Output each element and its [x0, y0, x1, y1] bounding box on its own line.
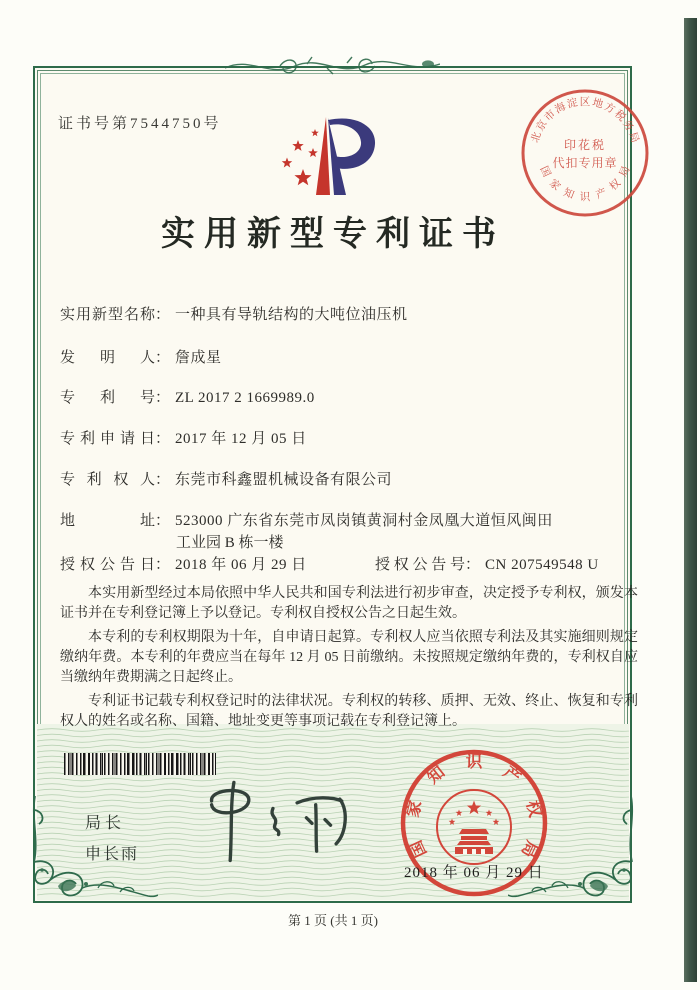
- field-row-filing-date: [60, 427, 638, 448]
- certificate-title: 实用新型专利证书: [161, 216, 505, 253]
- colon: ：: [155, 431, 171, 447]
- svg-text:局: 局: [626, 130, 640, 145]
- svg-text:税: 税: [612, 108, 628, 124]
- svg-text:市: 市: [542, 108, 558, 124]
- field-label: 专利号: [60, 390, 155, 406]
- svg-text:产: 产: [594, 187, 609, 202]
- field-row-name: [60, 303, 638, 324]
- logo-p-stem: [328, 118, 346, 195]
- field-row-patent-number: [60, 386, 638, 407]
- svg-text:海: 海: [553, 101, 568, 117]
- tax-stamp-icon: [519, 87, 651, 219]
- field-label: 授权公告号: [375, 557, 465, 573]
- colon: ：: [465, 557, 481, 573]
- svg-text:方: 方: [602, 101, 617, 117]
- legal-paragraph: 本实用新型经过本局依照中华人民共和国专利法进行初步审查，决定授予专利权，颁发本证书并在专利登记簿上予以登记。专利权自授权公告之日起生效。: [60, 586, 638, 621]
- field-value: 一种具有导轨结构的大吨位油压机: [175, 307, 408, 323]
- field-value: 523000 广东省东莞市凤岗镇黄洞村金凤凰大道恒风闽田: [175, 513, 553, 529]
- svg-text:国: 国: [537, 164, 552, 179]
- field-row-address: [60, 509, 638, 530]
- barcode: [64, 753, 216, 775]
- field-value-address-line2: 工业园 B 栋一楼: [176, 535, 284, 551]
- field-label: 地址: [60, 513, 155, 529]
- colon: ：: [155, 513, 171, 529]
- tax-stamp-center-line1: 印花税: [563, 138, 607, 152]
- field-label: 实用新型名称: [60, 307, 155, 323]
- field-row-patentee: [60, 468, 638, 489]
- field-label: 专利权人: [60, 472, 155, 488]
- svg-text:淀: 淀: [566, 97, 579, 111]
- colon: ：: [155, 472, 171, 488]
- legal-paragraph: 本专利的专利权期限为十年，自申请日起算。专利权人应当依照专利法及其实施细则规定缴纳年费。本专利的年费应当在每年 12 月 05 日前缴纳。未按照规定缴纳年费的，专利权自应当缴纳年费期满之日起终止。: [60, 630, 638, 685]
- officer-name: 申长雨: [85, 846, 140, 863]
- field-value: 2018 年 06 月 29 日: [175, 557, 307, 573]
- page-number: 第 1 页 (共 1 页): [288, 913, 378, 928]
- field-label: 专利申请日: [60, 431, 155, 447]
- field-label: 授权公告日: [60, 557, 155, 573]
- colon: ：: [155, 350, 171, 366]
- legal-text: [60, 584, 638, 736]
- binding-strip: [684, 18, 697, 982]
- national-emblem-icon: [437, 790, 511, 864]
- tax-stamp-top-text: [529, 95, 641, 144]
- svg-text:国: 国: [406, 837, 431, 861]
- field-value: 2017 年 12 月 05 日: [175, 431, 307, 447]
- svg-text:京: 京: [534, 118, 550, 134]
- svg-text:局: 局: [618, 164, 633, 179]
- field-value: CN 207549548 U: [485, 557, 599, 573]
- logo-stars: [282, 129, 319, 185]
- field-value: 东莞市科鑫盟机械设备有限公司: [175, 472, 393, 488]
- svg-text:区: 区: [579, 97, 591, 108]
- colon: ：: [155, 390, 171, 406]
- svg-text:局: 局: [517, 837, 542, 861]
- svg-text:北: 北: [530, 130, 544, 145]
- field-value: ZL 2017 2 1669989.0: [175, 390, 315, 406]
- svg-text:产: 产: [499, 762, 525, 788]
- svg-text:权: 权: [607, 177, 624, 193]
- svg-text:识: 识: [465, 752, 483, 771]
- svg-text:务: 务: [620, 118, 636, 134]
- field-row-inventor: [60, 346, 638, 367]
- svg-text:家: 家: [546, 177, 563, 193]
- seal-date: 2018 年 06 月 29 日: [404, 865, 544, 881]
- svg-text:识: 识: [579, 192, 591, 203]
- colon: ：: [155, 307, 171, 323]
- tax-stamp-center-line2: 代扣专用章: [552, 156, 618, 170]
- director-signature: [193, 776, 351, 866]
- tax-stamp-bottom-text: [537, 164, 632, 203]
- field-row-grant-date: [60, 553, 370, 574]
- top-vine-ornament-icon: [225, 50, 440, 86]
- legal-paragraph: 专利证书记载专利权登记时的法律状况。专利权的转移、质押、无效、终止、恢复和专利权人的姓名或名称、国籍、地址变更等事项记载在专利登记簿上。: [60, 694, 638, 729]
- colon: ：: [155, 557, 171, 573]
- officer-title: 局长: [85, 815, 126, 832]
- field-label: 发明人: [60, 350, 155, 366]
- svg-text:地: 地: [591, 97, 604, 111]
- svg-text:知: 知: [561, 187, 576, 202]
- field-value: 詹成星: [175, 350, 222, 366]
- certificate-number: 证书号第7544750号: [58, 116, 222, 132]
- field-row-grant-number: [375, 553, 599, 574]
- svg-text:知: 知: [423, 762, 449, 788]
- svg-text:家: 家: [403, 798, 426, 820]
- logo-red-wedge: [316, 117, 330, 195]
- svg-text:权: 权: [522, 798, 545, 820]
- logo-p-bowl: [328, 118, 375, 168]
- cnipa-logo-icon: [278, 108, 404, 208]
